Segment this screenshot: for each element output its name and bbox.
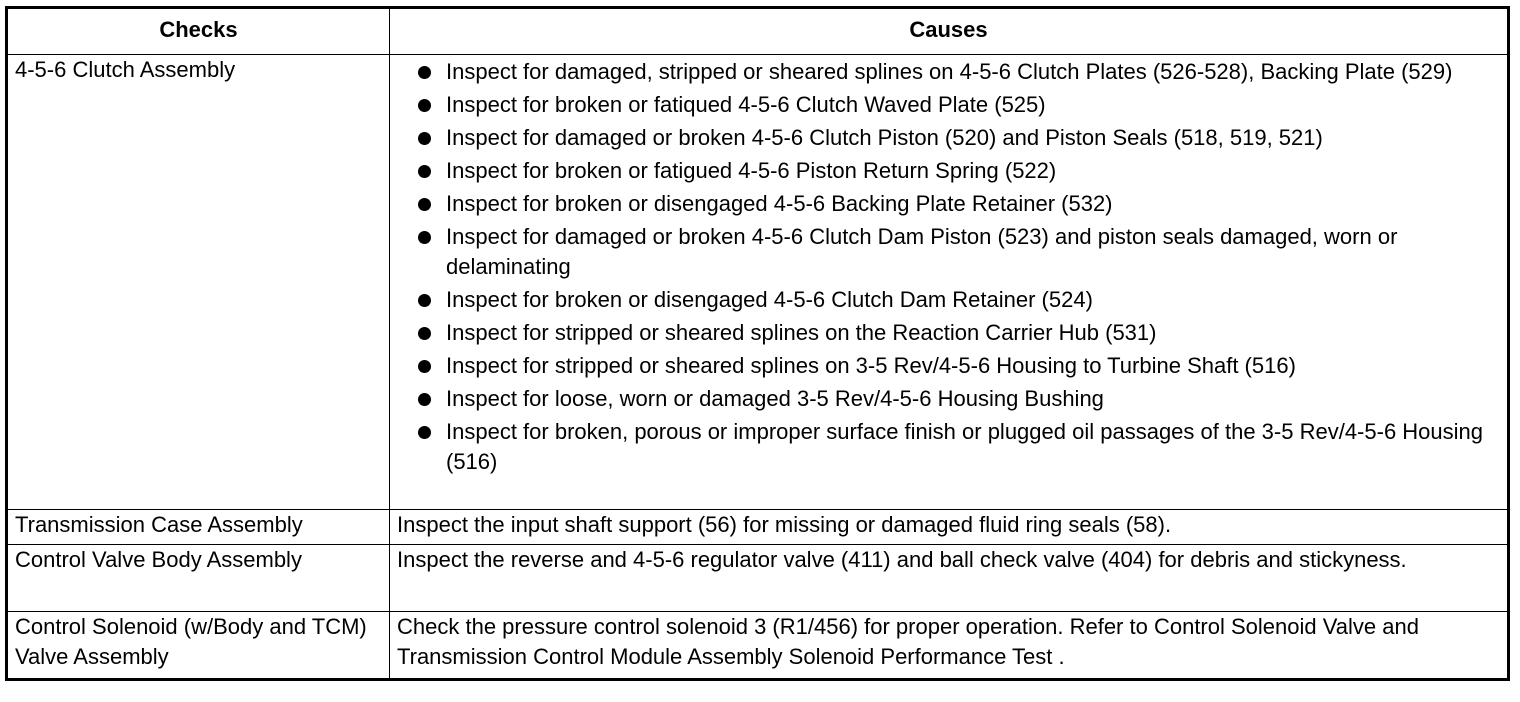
table-header-row: [7, 8, 1509, 55]
cause-list-item: Inspect for broken or fatigued 4-5-6 Piston Return Spring (522): [397, 156, 1501, 186]
check-cell: Control Valve Body Assembly: [7, 545, 390, 612]
cause-list-item: Inspect for damaged or broken 4-5-6 Clutch Piston (520) and Piston Seals (518, 519, 521): [397, 123, 1501, 153]
cause-cell: Inspect the input shaft support (56) for missing or damaged fluid ring seals (58).: [390, 510, 1509, 545]
cause-list-item: Inspect for broken or fatiqued 4-5-6 Clutch Waved Plate (525): [397, 90, 1501, 120]
cause-list-item: Inspect for loose, worn or damaged 3-5 Rev/4-5-6 Housing Bushing: [397, 384, 1501, 414]
table-row: [7, 612, 1509, 680]
cause-list: [397, 57, 1501, 477]
diagnostic-table: [5, 6, 1510, 681]
table-row: [7, 510, 1509, 545]
check-cell: Control Solenoid (w/Body and TCM) Valve Assembly: [7, 612, 390, 680]
cause-list-item: Inspect for stripped or sheared splines on the Reaction Carrier Hub (531): [397, 318, 1501, 348]
cause-cell: Check the pressure control solenoid 3 (R1/456) for proper operation. Refer to Control Solenoid Valve and Transmission Control Module Assembly Solenoid Performance Test .: [390, 612, 1509, 680]
table-row: [7, 545, 1509, 612]
cause-cell: [390, 55, 1509, 510]
check-cell: Transmission Case Assembly: [7, 510, 390, 545]
check-cell: 4-5-6 Clutch Assembly: [7, 55, 390, 510]
cause-list-item: Inspect for broken or disengaged 4-5-6 Backing Plate Retainer (532): [397, 189, 1501, 219]
cause-cell: Inspect the reverse and 4-5-6 regulator valve (411) and ball check valve (404) for debris and stickyness.: [390, 545, 1509, 612]
cause-list-item: Inspect for stripped or sheared splines on 3-5 Rev/4-5-6 Housing to Turbine Shaft (516): [397, 351, 1501, 381]
column-header-causes: Causes: [390, 8, 1509, 55]
cause-list-item: Inspect for broken or disengaged 4-5-6 Clutch Dam Retainer (524): [397, 285, 1501, 315]
cause-list-item: Inspect for damaged, stripped or sheared splines on 4-5-6 Clutch Plates (526-528), Backing Plate (529): [397, 57, 1501, 87]
cause-list-item: Inspect for damaged or broken 4-5-6 Clutch Dam Piston (523) and piston seals damaged, worn or delaminating: [397, 222, 1501, 282]
table-row: [7, 55, 1509, 510]
cause-list-item: Inspect for broken, porous or improper surface finish or plugged oil passages of the 3-5 Rev/4-5-6 Housing (516): [397, 417, 1501, 477]
column-header-checks: Checks: [7, 8, 390, 55]
